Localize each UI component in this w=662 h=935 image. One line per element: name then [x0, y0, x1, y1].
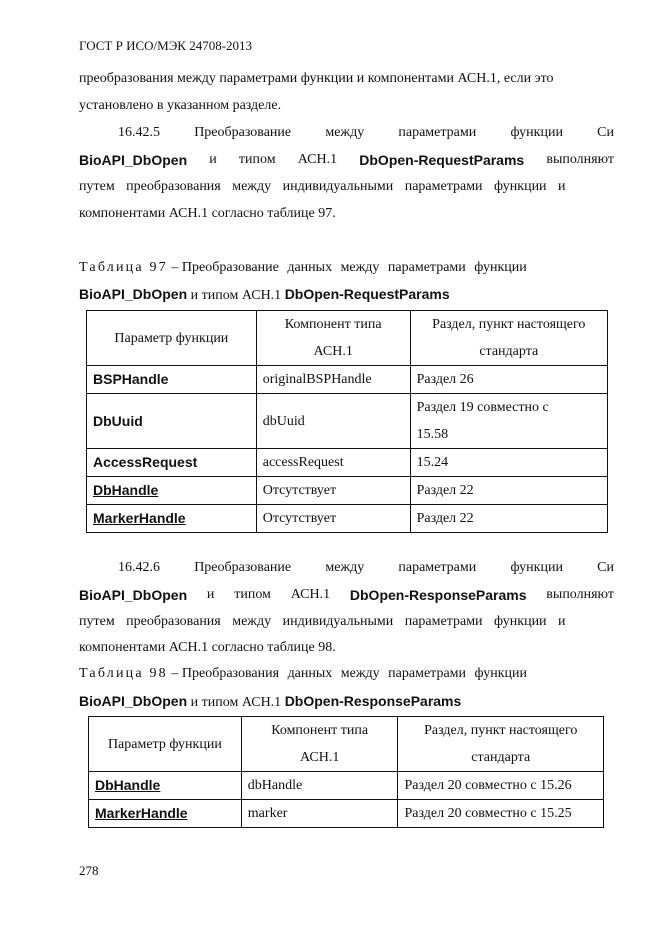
header-section: Раздел, пункт настоящего стандарта — [398, 717, 604, 772]
component-cell: Отсутствует — [256, 505, 410, 533]
table-header-row — [87, 311, 608, 366]
para-16-42-6-line-3: путем преобразования между индивидуальными параметрами функции и — [79, 614, 566, 629]
para-16-42-6-line-1: 16.42.6 Преобразование между параметрами функции Си — [118, 560, 614, 575]
para-16-42-6-line-4: компонентами АСН.1 согласно таблице 98. — [79, 640, 336, 655]
intro-line-1: преобразования между параметрами функции и компонентами АСН.1, если это — [79, 71, 554, 86]
param-cell: DbHandle — [89, 772, 242, 800]
section-cell: Раздел 20 совместно с 15.25 — [398, 800, 604, 828]
header-component: Компонент типа АСН.1 — [256, 311, 410, 366]
table-row — [87, 394, 608, 449]
component-cell: marker — [241, 800, 398, 828]
intro-line-2: установлено в указанном разделе. — [79, 98, 282, 113]
para-16-42-5-line-4: компонентами АСН.1 согласно таблице 97. — [79, 206, 336, 221]
param-cell: MarkerHandle — [89, 800, 242, 828]
table-header-row — [89, 717, 604, 772]
section-cell: Раздел 26 — [410, 366, 607, 394]
table-98-caption-line-2: BioAPI_DbOpen и типом АСН.1 DbOpen-ResponseParams — [79, 693, 462, 710]
page-number: 278 — [79, 863, 99, 878]
param-cell: MarkerHandle — [87, 505, 257, 533]
section-cell: Раздел 22 — [410, 477, 607, 505]
table-97-caption-line-2: BioAPI_DbOpen и типом АСН.1 DbOpen-RequestParams — [79, 286, 450, 303]
table-98 — [88, 716, 604, 828]
component-cell: originalBSPHandle — [256, 366, 410, 394]
document-header: ГОСТ Р ИСО/МЭК 24708-2013 — [79, 38, 253, 53]
param-cell: AccessRequest — [87, 449, 257, 477]
param-cell: DbHandle — [87, 477, 257, 505]
function-name: BioAPI_DbOpen — [79, 587, 188, 603]
header-param: Параметр функции — [89, 717, 242, 772]
section-cell: Раздел 19 совместно с 15.58 — [410, 394, 607, 449]
table-98-caption-line-1: Таблица 98 – Преобразования данных между параметрами функции — [79, 666, 528, 681]
table-row — [87, 449, 608, 477]
param-cell: BSPHandle — [87, 366, 257, 394]
table-row — [87, 505, 608, 533]
component-cell: dbHandle — [241, 772, 398, 800]
table-97-caption-line-1: Таблица 97 – Преобразование данных между параметрами функции — [79, 260, 527, 275]
section-cell: Раздел 22 — [410, 505, 607, 533]
section-cell: Раздел 20 совместно с 15.26 — [398, 772, 604, 800]
table-97 — [86, 310, 608, 533]
table-row — [89, 772, 604, 800]
params-type-name: DbOpen-ResponseParams — [349, 587, 527, 603]
para-16-42-5-line-2: BioAPI_DbOpen и типом АСН.1 DbOpen-RequestParams выполняют — [79, 152, 614, 168]
para-16-42-5-line-1: 16.42.5 Преобразование между параметрами функции Си — [118, 125, 614, 140]
component-cell: dbUuid — [256, 394, 410, 449]
function-name: BioAPI_DbOpen — [79, 152, 188, 168]
param-cell: DbUuid — [87, 394, 257, 449]
header-param: Параметр функции — [87, 311, 257, 366]
table-row — [87, 477, 608, 505]
header-component: Компонент типа АСН.1 — [241, 717, 398, 772]
section-cell: 15.24 — [410, 449, 607, 477]
params-type-name: DbOpen-RequestParams — [359, 152, 525, 168]
component-cell: Отсутствует — [256, 477, 410, 505]
header-section: Раздел, пункт настоящего стандарта — [410, 311, 607, 366]
component-cell: accessRequest — [256, 449, 410, 477]
para-16-42-5-line-3: путем преобразования между индивидуальными параметрами функции и — [79, 179, 566, 194]
table-row — [87, 366, 608, 394]
para-16-42-6-line-2: BioAPI_DbOpen и типом АСН.1 DbOpen-ResponseParams выполняют — [79, 587, 614, 603]
table-row — [89, 800, 604, 828]
